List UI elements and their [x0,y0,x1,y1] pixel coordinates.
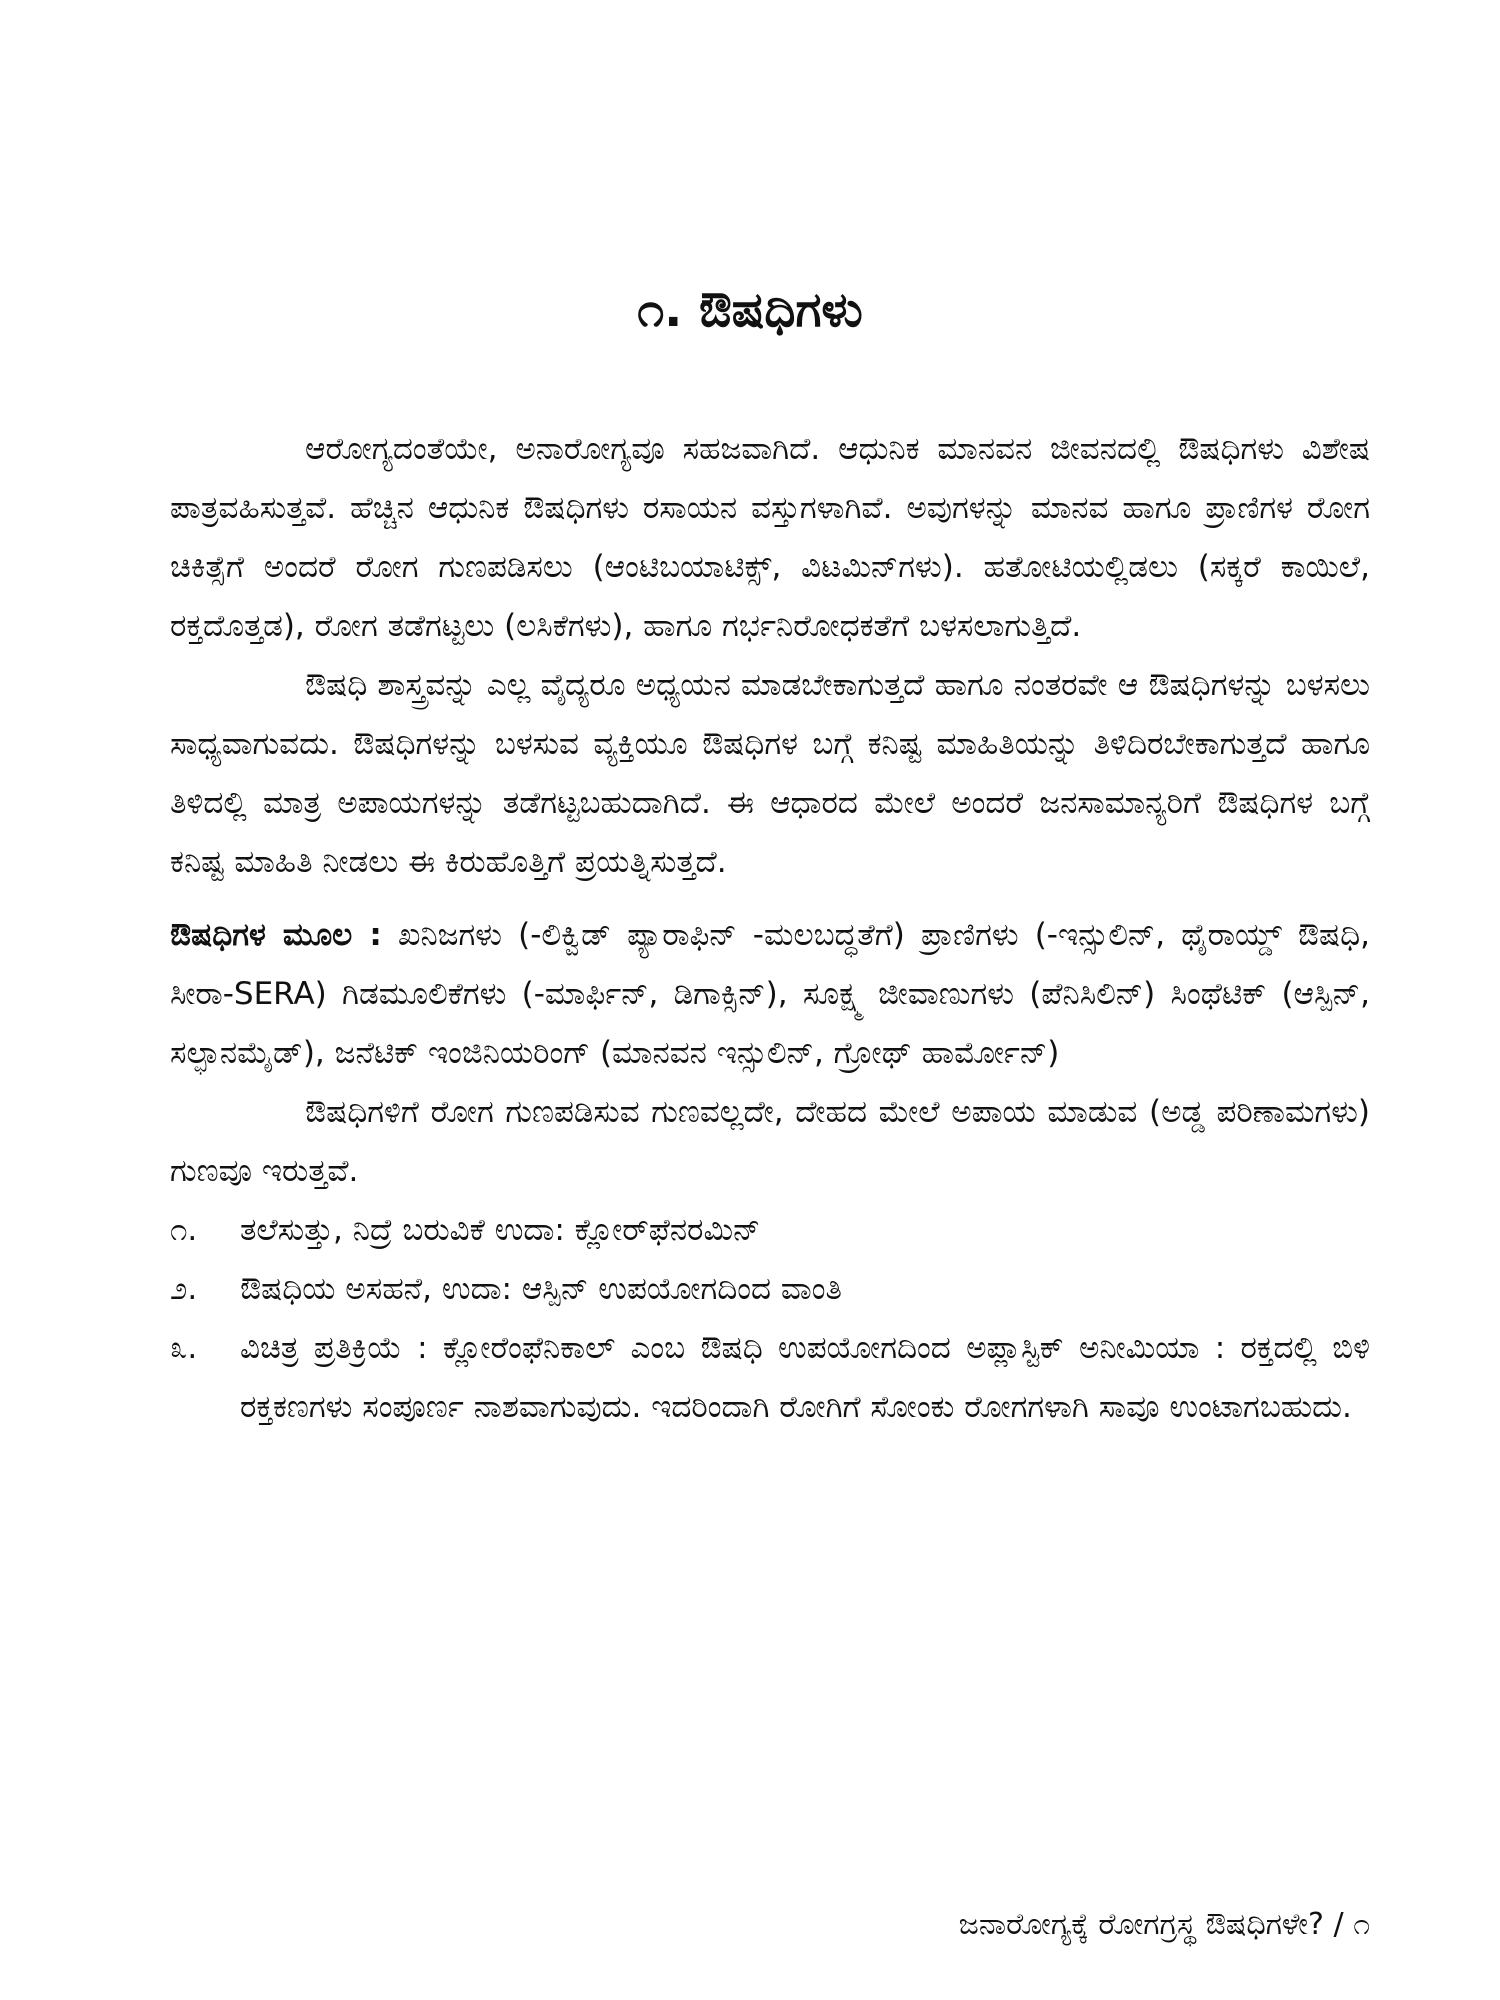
list-item [170,1201,1370,1260]
list-item [170,1260,1370,1319]
footer-separator: / [1333,1907,1344,1942]
drug-sources-paragraph [170,906,1370,1083]
list-item-number: ೨. [170,1271,198,1307]
page-footer [959,1905,1370,1945]
drug-sources-text: ಖನಿಜಗಳು (-ಲಿಕ್ವಿಡ್ ಪ್ಯಾರಾಫಿನ್ -ಮಲಬದ್ಧತೆಗೆ) ಪ್ರಾಣಿಗಳು (-ಇನ್ಸುಲಿನ್, ಥೈರಾಯ್ಡ್ ಔಷಧಿ, ಸೀರಾ-SERA) ಗಿಡಮೂಲಿಕೆಗಳು (-ಮಾರ್ಫಿನ್, ಡಿಗಾಕ್ಸಿನ್), ಸೂಕ್ಷ್ಮ ಜೀವಾಣುಗಳು (ಪೆನಿಸಿಲಿನ್) ಸಿಂಥೆಟಿಕ್ (ಆಸ್ಪಿನ್, ಸಲ್ಫಾನಮೈಡ್), ಜನೆಟಿಕ್ ಇಂಜಿನಿಯರಿಂಗ್ (ಮಾನವನ ಇನ್ಸುಲಿನ್, ಗ್ರೋಥ್ ಹಾರ್ಮೋನ್) [170,917,1371,1071]
footer-book-title: ಜನಾರೋಗ್ಯಕ್ಕೆ ರೋಗಗ್ರಸ್ಥ ಔಷಧಿಗಳೇ? [958,1907,1324,1942]
pharmacology-paragraph: ಔಷಧಿ ಶಾಸ್ತ್ರವನ್ನು ಎಲ್ಲ ವೈದ್ಯರೂ ಅಧ್ಯಯನ ಮಾಡಬೇಕಾಗುತ್ತದೆ ಹಾಗೂ ನಂತರವೇ ಆ ಔಷಧಿಗಳನ್ನು ಬಳಸಲು ಸಾಧ್ಯವಾಗುವದು. ಔಷಧಿಗಳನ್ನು ಬಳಸುವ ವ್ಯಕ್ತಿಯೂ ಔಷಧಿಗಳ ಬಗ್ಗೆ ಕನಿಷ್ಟ ಮಾಹಿತಿಯನ್ನು ತಿಳಿದಿರಬೇಕಾಗುತ್ತದೆ ಹಾಗೂ ತಿಳಿದಲ್ಲಿ ಮಾತ್ರ ಅಪಾಯಗಳನ್ನು ತಡೆಗಟ್ಟಬಹುದಾಗಿದೆ. ಈ ಆಧಾರದ ಮೇಲೆ ಅಂದರೆ ಜನಸಾಮಾನ್ಯರಿಗೆ ಔಷಧಿಗಳ ಬಗ್ಗೆ ಕನಿಷ್ಟ ಮಾಹಿತಿ ನೀಡಲು ಈ ಕಿರುಹೊತ್ತಿಗೆ ಪ್ರಯತ್ನಿಸುತ್ತದೆ. [170,667,1370,880]
footer-page-number: ೧ [1353,1907,1370,1942]
list-item [170,1319,1370,1437]
side-effects-intro: ಔಷಧಿಗಳಿಗೆ ರೋಗ ಗುಣಪಡಿಸುವ ಗುಣವಲ್ಲದೇ, ದೇಹದ ಮೇಲೆ ಅಪಾಯ ಮಾಡುವ (ಅಡ್ಡ ಪರಿಣಾಮಗಳು) ಗುಣವೂ ಇರುತ್ತವೆ. [170,1094,1370,1189]
side-effects-list [170,1201,1370,1437]
page-title: ೧. ಔಷಧಿಗಳು [637,282,863,338]
drug-sources-lead: ಔಷಧಿಗಳ ಮೂಲ : [170,917,382,953]
list-item-number: ೩. [170,1330,198,1366]
page-body [170,420,1370,1437]
list-item-number: ೧. [170,1212,198,1248]
list-item-text: ಔಷಧಿಯ ಅಸಹನೆ, ಉದಾ: ಆಸ್ಪಿನ್ ಉಪಯೋಗದಿಂದ ವಾಂತಿ [240,1271,842,1307]
list-item-text: ವಿಚಿತ್ರ ಪ್ರತಿಕ್ರಿಯೆ : ಕ್ಲೋರೆಂಫೆನಿಕಾಲ್ ಎಂಬ ಔಷಧಿ ಉಪಯೋಗದಿಂದ ಅಪ್ಲಾಸ್ಟಿಕ್ ಅನೀಮಿಯಾ : ರಕ್ತದಲ್ಲಿ ಬಿಳಿ ರಕ್ತಕಣಗಳು ಸಂಪೂರ್ಣ ನಾಶವಾಗುವುದು. ಇದರಿಂದಾಗಿ ರೋಗಿಗೆ ಸೋಂಕು ರೋಗಗಳಾಗಿ ಸಾವೂ ಉಂಟಾಗಬಹುದು. [240,1330,1370,1425]
intro-paragraph: ಆರೋಗ್ಯದಂತೆಯೇ, ಅನಾರೋಗ್ಯವೂ ಸಹಜವಾಗಿದೆ. ಆಧುನಿಕ ಮಾನವನ ಜೀವನದಲ್ಲಿ ಔಷಧಿಗಳು ವಿಶೇಷ ಪಾತ್ರವಹಿಸುತ್ತವೆ. ಹೆಚ್ಚಿನ ಆಧುನಿಕ ಔಷಧಿಗಳು ರಸಾಯನ ವಸ್ತುಗಳಾಗಿವೆ. ಅವುಗಳನ್ನು ಮಾನವ ಹಾಗೂ ಪ್ರಾಣಿಗಳ ರೋಗ ಚಿಕಿತ್ಸೆಗೆ ಅಂದರೆ ರೋಗ ಗುಣಪಡಿಸಲು (ಆಂಟಿಬಯಾಟಿಕ್ಸ್, ವಿಟಮಿನ್‌ಗಳು). ಹತೋಟಿಯಲ್ಲಿಡಲು (ಸಕ್ಕರೆ ಕಾಯಿಲೆ, ರಕ್ತದೊತ್ತಡ), ರೋಗ ತಡೆಗಟ್ಟಲು (ಲಸಿಕೆಗಳು), ಹಾಗೂ ಗರ್ಭನಿರೋಧಕತೆಗೆ ಬಳಸಲಾಗುತ್ತಿದೆ. [170,431,1370,644]
list-item-text: ತಲೆಸುತ್ತು, ನಿದ್ರೆ ಬರುವಿಕೆ ಉದಾ: ಕ್ಲೋರ್‌ಫೆನರಮಿನ್ [240,1212,761,1248]
